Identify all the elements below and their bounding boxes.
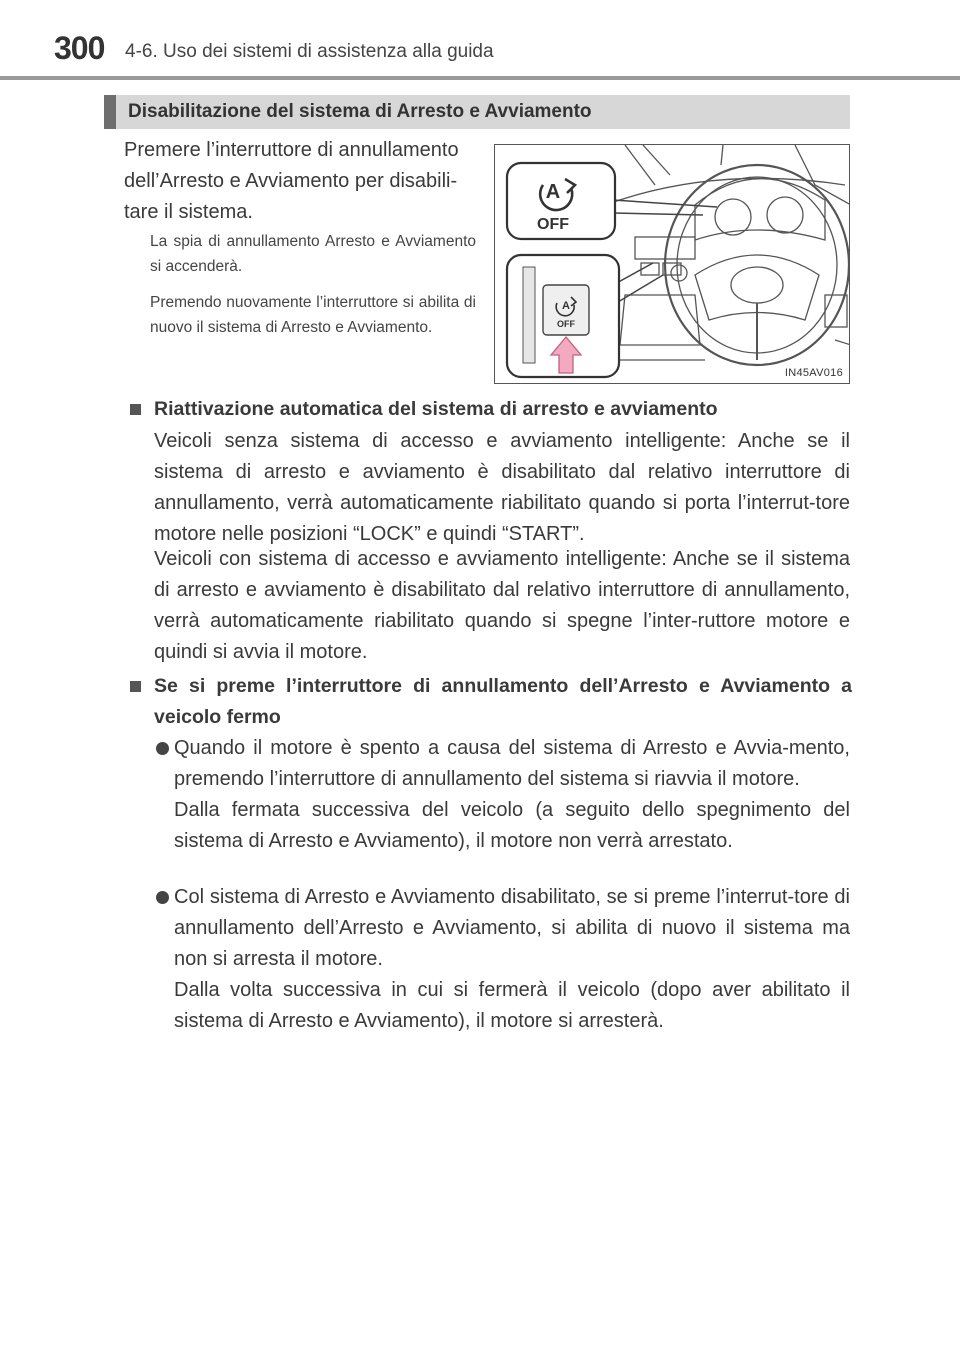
- section-title: Disabilitazione del sistema di Arresto e Avviamento: [128, 101, 592, 122]
- header-divider: [0, 76, 960, 80]
- note-reenable: Premendo nuovamente l’interruttore si abilita di nuovo il sistema di Arresto e Avviamento.: [150, 294, 476, 336]
- figure-code: IN45AV016: [784, 367, 843, 379]
- bullet-system-reenable: Col sistema di Arresto e Avviamento disabilitato, se si preme l’interrut-tore di annullamento dell’Arresto e Avviamento, si abilita di nuovo il sistema ma non si arresta il motore. Dalla volta successiva in cui si fermerà il veicolo (dopo aver abilitato il sistema di Arresto e Avviamento), il motore si arresterà.: [154, 882, 850, 1037]
- note-indicator: La spia di annullamento Arresto e Avviamento si accenderà.: [150, 233, 476, 275]
- bullet-engine-restart: Quando il motore è spento a causa del sistema di Arresto e Avvia-mento, premendo l’interruttore di annullamento del sistema si riavvia il motore. Dalla fermata successiva del veicolo (a seguito dello spegnimento del sistema di Arresto e Avviamento), il motore non verrà arrestato.: [154, 733, 850, 857]
- dashboard-illustration: [494, 144, 850, 384]
- circle-bullet-icon: [156, 891, 169, 904]
- callout-off-label: OFF: [537, 216, 569, 233]
- page-header: [0, 0, 960, 80]
- section-title-accent: [104, 95, 116, 129]
- square-bullet-icon: [130, 404, 141, 415]
- reactivation-para-2: Veicoli con sistema di accesso e avviamento intelligente: Anche se il sistema di arresto e avviamento è disabilitato dal relativo interruttore di annullamento, verrà automaticamente riabilitato quando si spegne l’inter-ruttore motore e quindi si avvia il motore.: [154, 548, 850, 663]
- circle-bullet-icon: [156, 742, 169, 755]
- reactivation-para-1: Veicoli senza sistema di accesso e avviamento intelligente: Anche se il sistema di arresto e avviamento è disabilitato dal relativo interruttore di annullamento, verrà automaticamente riabilitato quando si porta l’interrut-tore motore nelle posizioni “LOCK” e quindi “START”.: [154, 430, 850, 545]
- page-number: 300: [54, 30, 105, 66]
- section-title-bar: [104, 95, 850, 129]
- heading-reactivation: Riattivazione automatica del sistema di arresto e avviamento: [130, 394, 852, 425]
- chapter-title: 4-6. Uso dei sistemi di assistenza alla guida: [125, 41, 494, 62]
- button-symbol: A: [562, 300, 570, 312]
- dashboard-drawing: [495, 145, 850, 384]
- square-bullet-icon: [130, 681, 141, 692]
- button-off-label: OFF: [557, 319, 575, 329]
- callout-symbol: A: [545, 181, 561, 203]
- intro-text: Premere l’interruttore di annullamento dell’Arresto e Avviamento per disabili-tare il sistema.: [124, 139, 459, 223]
- heading-stopped-vehicle: Se si preme l’interruttore di annullamento dell’Arresto e Avviamento a veicolo fermo: [130, 671, 852, 733]
